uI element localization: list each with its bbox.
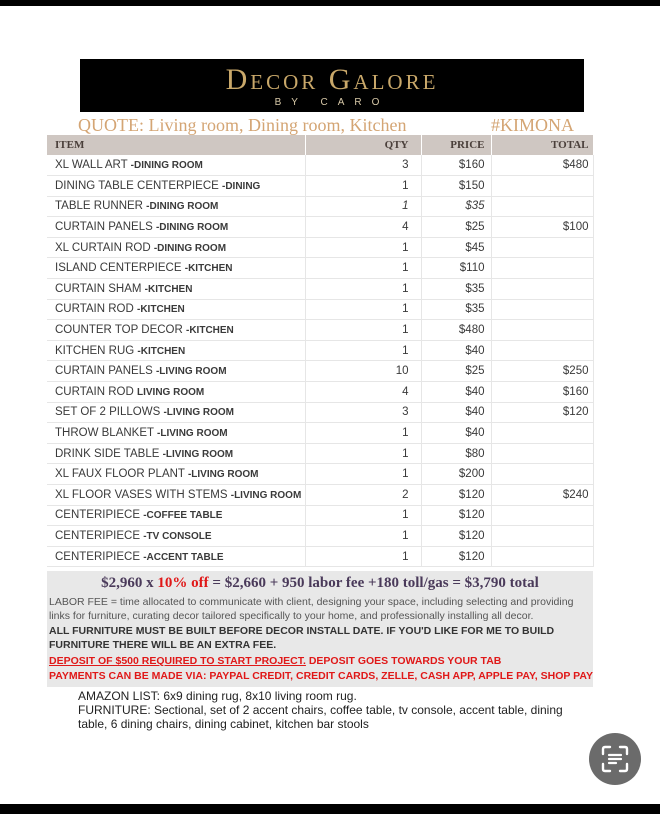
item-name: KITCHEN RUG — [55, 344, 138, 357]
price-cell: $120 — [421, 485, 491, 506]
item-name: SET OF 2 PILLOWS — [55, 406, 164, 419]
item-location: -DINING ROOM — [155, 222, 229, 234]
brand-subtitle: BY CARO — [274, 97, 390, 108]
summary-prefix: $2,960 x — [101, 575, 158, 591]
brand-banner — [80, 59, 584, 112]
item-cell — [47, 464, 305, 485]
header-price: PRICE — [421, 135, 491, 155]
total-cell — [491, 423, 593, 444]
price-cell: $120 — [421, 505, 491, 526]
item-cell — [47, 155, 305, 176]
item-cell — [47, 361, 305, 382]
top-bar — [0, 0, 660, 6]
table-row — [47, 485, 593, 506]
item-location: -LIVING ROOM — [230, 489, 302, 501]
item-cell — [47, 340, 305, 361]
item-cell — [47, 402, 305, 423]
table-row — [47, 402, 593, 423]
item-name: ISLAND CENTERPIECE — [55, 262, 185, 275]
item-location: -DINING ROOM — [130, 160, 203, 172]
item-cell — [47, 279, 305, 300]
table-row — [47, 340, 593, 361]
qty-cell: 1 — [305, 505, 421, 526]
item-location: -KITCHEN — [184, 263, 233, 275]
total-cell — [491, 258, 593, 279]
item-name: CURTAIN ROD — [55, 385, 137, 398]
total-cell — [491, 505, 593, 526]
summary-total-line — [47, 575, 593, 592]
total-cell — [491, 279, 593, 300]
total-cell: $120 — [491, 402, 593, 423]
price-cell: $200 — [421, 464, 491, 485]
table-row — [47, 279, 593, 300]
item-name: CENTERIPIECE — [55, 550, 144, 563]
qty-cell: 1 — [305, 320, 421, 341]
table-row — [47, 155, 593, 176]
total-cell — [491, 237, 593, 258]
item-cell — [47, 196, 305, 217]
total-cell — [491, 546, 593, 567]
item-cell — [47, 423, 305, 444]
summary-box — [47, 571, 593, 687]
price-cell: $40 — [421, 402, 491, 423]
item-name: COUNTER TOP DECOR — [55, 324, 186, 337]
item-name: TABLE RUNNER — [55, 200, 147, 213]
summary-suffix: = $2,660 + 950 labor fee +180 toll/gas = $3,790 total — [208, 575, 539, 591]
table-row — [47, 546, 593, 567]
price-cell: $40 — [421, 340, 491, 361]
total-cell — [491, 299, 593, 320]
furniture-build-note: ALL FURNITURE MUST BE BUILT BEFORE DECOR INSTALL DATE. IF YOU'D LIKE FOR ME TO BUILD FURNITURE THERE WILL BE AN EXTRA FEE. — [49, 625, 555, 652]
quote-table — [47, 135, 594, 567]
total-cell — [491, 196, 593, 217]
price-cell: $480 — [421, 320, 491, 341]
payment-methods-note: PAYMENTS CAN BE MADE VIA: PAYPAL CREDIT, CREDIT CARDS, ZELLE, CASH APP, APPLE PAY, SHOP PAY — [49, 670, 593, 682]
price-cell: $45 — [421, 237, 491, 258]
qty-cell: 1 — [305, 546, 421, 567]
item-location: -LIVING ROOM — [157, 428, 228, 440]
header-qty: QTY — [305, 135, 421, 155]
item-name: XL WALL ART — [55, 159, 131, 172]
table-row — [47, 217, 593, 238]
total-cell: $160 — [491, 382, 593, 403]
qty-cell: 1 — [305, 423, 421, 444]
qty-cell: 1 — [305, 299, 421, 320]
qty-cell: 3 — [305, 155, 421, 176]
qty-cell: 1 — [305, 526, 421, 547]
table-row — [47, 505, 593, 526]
furniture-list-note: FURNITURE: Sectional, set of 2 accent chairs, coffee table, tv console, accent table, dining table, 6 dining chairs, dining cabinet, kitchen bar stools — [78, 703, 563, 731]
item-location: -DINING ROOM — [146, 201, 219, 213]
total-cell — [491, 340, 593, 361]
deposit-requirement: DEPOSIT OF $500 REQUIRED TO START PROJECT. — [49, 655, 306, 667]
item-location: -DINING ROOM — [153, 242, 227, 254]
item-cell — [47, 546, 305, 567]
item-name: XL FAUX FLOOR PLANT — [55, 468, 188, 481]
price-cell: $40 — [421, 382, 491, 403]
table-header-row — [47, 135, 593, 155]
total-cell — [491, 443, 593, 464]
qty-cell: 10 — [305, 361, 421, 382]
item-name: DINING TABLE CENTERPIECE — [55, 179, 222, 192]
item-location: -ACCENT TABLE — [143, 551, 224, 563]
item-cell — [47, 320, 305, 341]
item-location: -COFFEE TABLE — [143, 510, 223, 522]
qty-cell: 1 — [305, 196, 421, 217]
item-name: XL CURTAIN ROD — [55, 241, 154, 254]
item-location: -DINING — [222, 180, 261, 192]
price-cell: $160 — [421, 155, 491, 176]
item-cell — [47, 176, 305, 197]
table-row — [47, 258, 593, 279]
item-cell — [47, 485, 305, 506]
table-row — [47, 526, 593, 547]
total-cell — [491, 176, 593, 197]
price-cell: $25 — [421, 361, 491, 382]
table-row — [47, 361, 593, 382]
table-row — [47, 196, 593, 217]
price-cell: $80 — [421, 443, 491, 464]
item-name: CURTAIN PANELS — [55, 365, 156, 378]
item-name: THROW BLANKET — [55, 427, 158, 440]
item-name: CENTERIPIECE — [55, 529, 144, 542]
table-row — [47, 464, 593, 485]
price-cell: $40 — [421, 423, 491, 444]
qty-cell: 1 — [305, 443, 421, 464]
item-cell — [47, 443, 305, 464]
price-cell: $35 — [421, 299, 491, 320]
table-row — [47, 423, 593, 444]
qty-cell: 3 — [305, 402, 421, 423]
item-cell — [47, 237, 305, 258]
header-item: ITEM — [47, 135, 305, 155]
qty-cell: 1 — [305, 279, 421, 300]
item-location: -KITCHEN — [137, 304, 185, 316]
item-cell — [47, 217, 305, 238]
item-cell — [47, 526, 305, 547]
total-cell — [491, 320, 593, 341]
quote-title: QUOTE: Living room, Dining room, Kitchen — [78, 115, 407, 135]
item-cell — [47, 505, 305, 526]
quote-tag: #KIMONA — [491, 115, 574, 135]
item-location: LIVING ROOM — [137, 386, 205, 398]
table-body — [47, 155, 593, 567]
item-location: -KITCHEN — [144, 283, 193, 295]
amazon-list-note: AMAZON LIST: 6x9 dining rug, 8x10 living room rug. — [78, 689, 357, 703]
price-cell: $25 — [421, 217, 491, 238]
item-cell — [47, 258, 305, 279]
item-location: -TV CONSOLE — [143, 530, 212, 542]
price-cell: $35 — [421, 279, 491, 300]
item-location: -LIVING ROOM — [163, 407, 234, 419]
total-cell — [491, 464, 593, 485]
item-location: -LIVING ROOM — [155, 366, 227, 378]
item-name: XL FLOOR VASES WITH STEMS — [55, 488, 231, 501]
qty-cell: 1 — [305, 340, 421, 361]
price-cell: $110 — [421, 258, 491, 279]
item-name: CURTAIN ROD — [55, 303, 137, 316]
table-row — [47, 320, 593, 341]
price-cell: $120 — [421, 546, 491, 567]
item-name: CURTAIN SHAM — [55, 282, 145, 295]
table-row — [47, 382, 593, 403]
item-cell — [47, 299, 305, 320]
text-scan-icon — [600, 744, 630, 774]
price-cell: $150 — [421, 176, 491, 197]
table-row — [47, 443, 593, 464]
qty-cell: 1 — [305, 464, 421, 485]
item-location: -KITCHEN — [137, 345, 186, 357]
price-cell: $120 — [421, 526, 491, 547]
header-total: TOTAL — [491, 135, 593, 155]
qty-cell: 1 — [305, 237, 421, 258]
bottom-bar — [0, 804, 660, 814]
qty-cell: 4 — [305, 382, 421, 403]
table-row — [47, 299, 593, 320]
qty-cell: 2 — [305, 485, 421, 506]
table-row — [47, 237, 593, 258]
item-cell — [47, 382, 305, 403]
price-cell: $35 — [421, 196, 491, 217]
item-name: DRINK SIDE TABLE — [55, 447, 163, 460]
item-location: -LIVING ROOM — [187, 469, 259, 481]
item-location: -LIVING ROOM — [162, 448, 234, 460]
qty-cell: 1 — [305, 258, 421, 279]
table-row — [47, 176, 593, 197]
deposit-note — [49, 654, 591, 668]
total-cell: $240 — [491, 485, 593, 506]
brand-name: Decor Galore — [225, 63, 439, 96]
summary-discount: 10% off — [157, 575, 209, 591]
quote-header — [78, 115, 590, 135]
text-scan-button[interactable] — [589, 733, 641, 785]
total-cell — [491, 526, 593, 547]
total-cell: $100 — [491, 217, 593, 238]
qty-cell: 1 — [305, 176, 421, 197]
item-name: CURTAIN PANELS — [55, 221, 156, 234]
qty-cell: 4 — [305, 217, 421, 238]
item-location: -KITCHEN — [186, 325, 234, 337]
item-name: CENTERIPIECE — [55, 509, 144, 522]
deposit-tab-note: DEPOSIT GOES TOWARDS YOUR TAB — [305, 655, 502, 667]
total-cell: $250 — [491, 361, 593, 382]
total-cell: $480 — [491, 155, 593, 176]
labor-fee-note: LABOR FEE = time allocated to communicate with client, designing your space, including selecting and providing links for furniture, curating decor tailored specifically to your home, and professionally installing all decor. — [49, 596, 574, 623]
